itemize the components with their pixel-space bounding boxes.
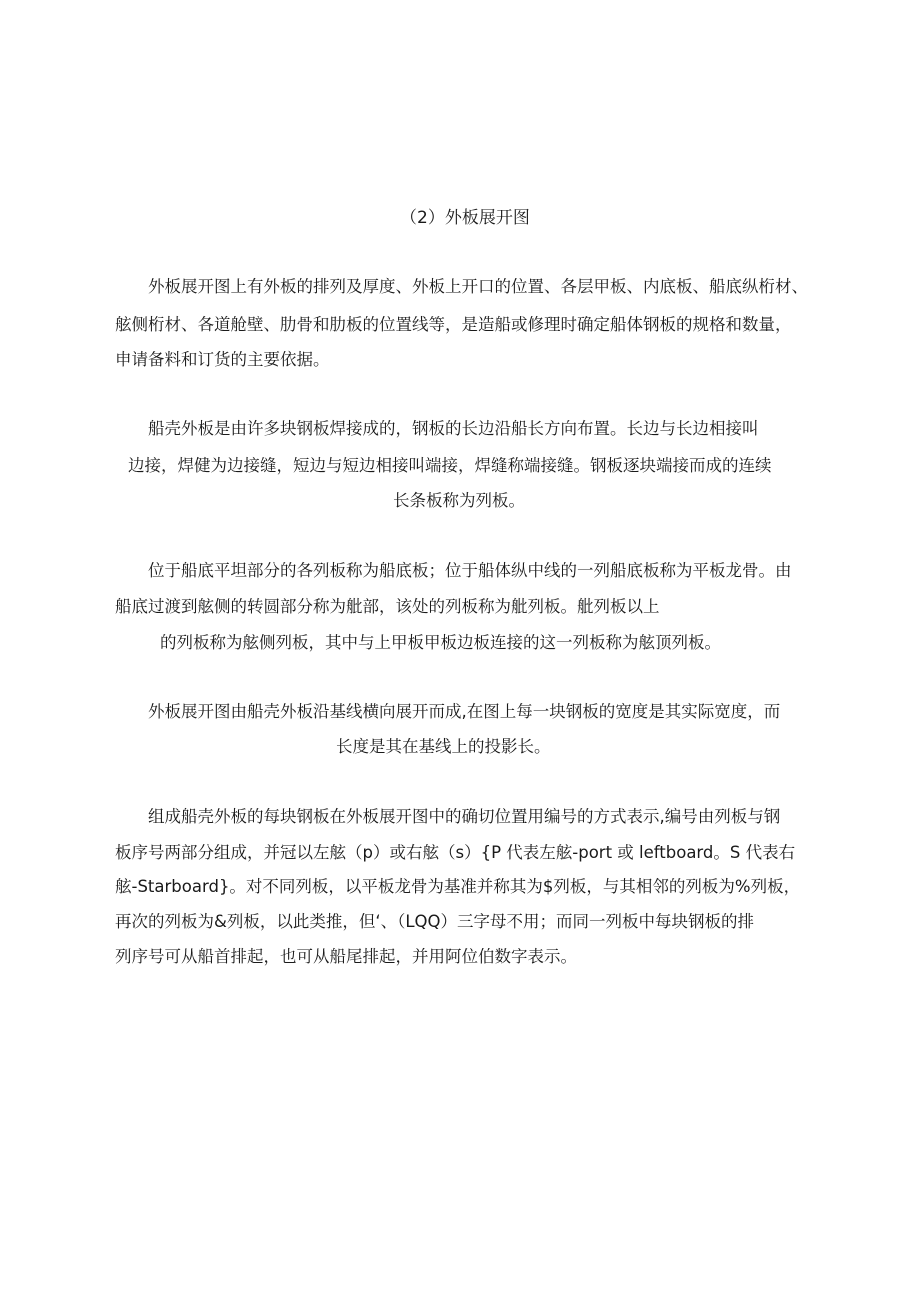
- paragraph-line: 长度是其在基线上的投影长。: [336, 737, 551, 756]
- paragraph-line: 列序号可从船首排起，也可从船尾排起，并用阿位伯数字表示。: [115, 947, 577, 966]
- paragraph-line: 板序号两部分组成，并冠以左舷（p）或右舷（s）{P 代表左舷-port 或 leftboard。S 代表右: [115, 843, 796, 862]
- section-title: （2）外板展开图: [400, 208, 530, 228]
- paragraph-line: 边接，焊健为边接缝，短边与短边相接叫端接，焊缝称端接缝。钢板逐块端接而成的连续: [128, 456, 772, 475]
- paragraph-line: 船底过渡到舷侧的转圆部分称为舭部，该处的列板称为舭列板。舭列板以上: [115, 597, 660, 616]
- paragraph-line: 长条板称为列板。: [393, 491, 525, 510]
- paragraph-line: 申请备料和订货的主要依据。: [115, 350, 330, 369]
- paragraph-line: 再次的列板为&列板，以此类推，但‘、（LQQ）三字母不用；而同一列板中每块钢板的排: [115, 912, 755, 931]
- paragraph-line: 的列板称为舷侧列板，其中与上甲板甲板边板连接的这一列板称为舷顶列板。: [160, 633, 721, 652]
- paragraph-line: 舷侧桁材、各道舱壁、肋骨和肋板的位置线等，是造船或修理时确定船体钢板的规格和数量，: [115, 315, 792, 334]
- paragraph-line: 舷-Starboard}。对不同列板，以平板龙骨为基准并称其为$列板，与其相邻的列板为%列板，: [115, 877, 801, 896]
- paragraph-line: 组成船壳外板的每块钢板在外板展开图中的确切位置用编号的方式表示,编号由列板与钢: [148, 807, 781, 826]
- paragraph-line: 外板展开图由船壳外板沿基线横向展开而成,在图上每一块钢板的宽度是其实际宽度，而: [148, 702, 781, 721]
- paragraph-line: 船壳外板是由许多块钢板焊接成的，钢板的长边沿船长方向布置。长边与长边相接叫: [148, 419, 759, 438]
- paragraph-line: 外板展开图上有外板的排列及厚度、外板上开口的位置、各层甲板、内底板、船底纵桁材、: [148, 277, 808, 296]
- paragraph-line: 位于船底平坦部分的各列板称为船底板；位于船体纵中线的一列船底板称为平板龙骨。由: [148, 561, 792, 580]
